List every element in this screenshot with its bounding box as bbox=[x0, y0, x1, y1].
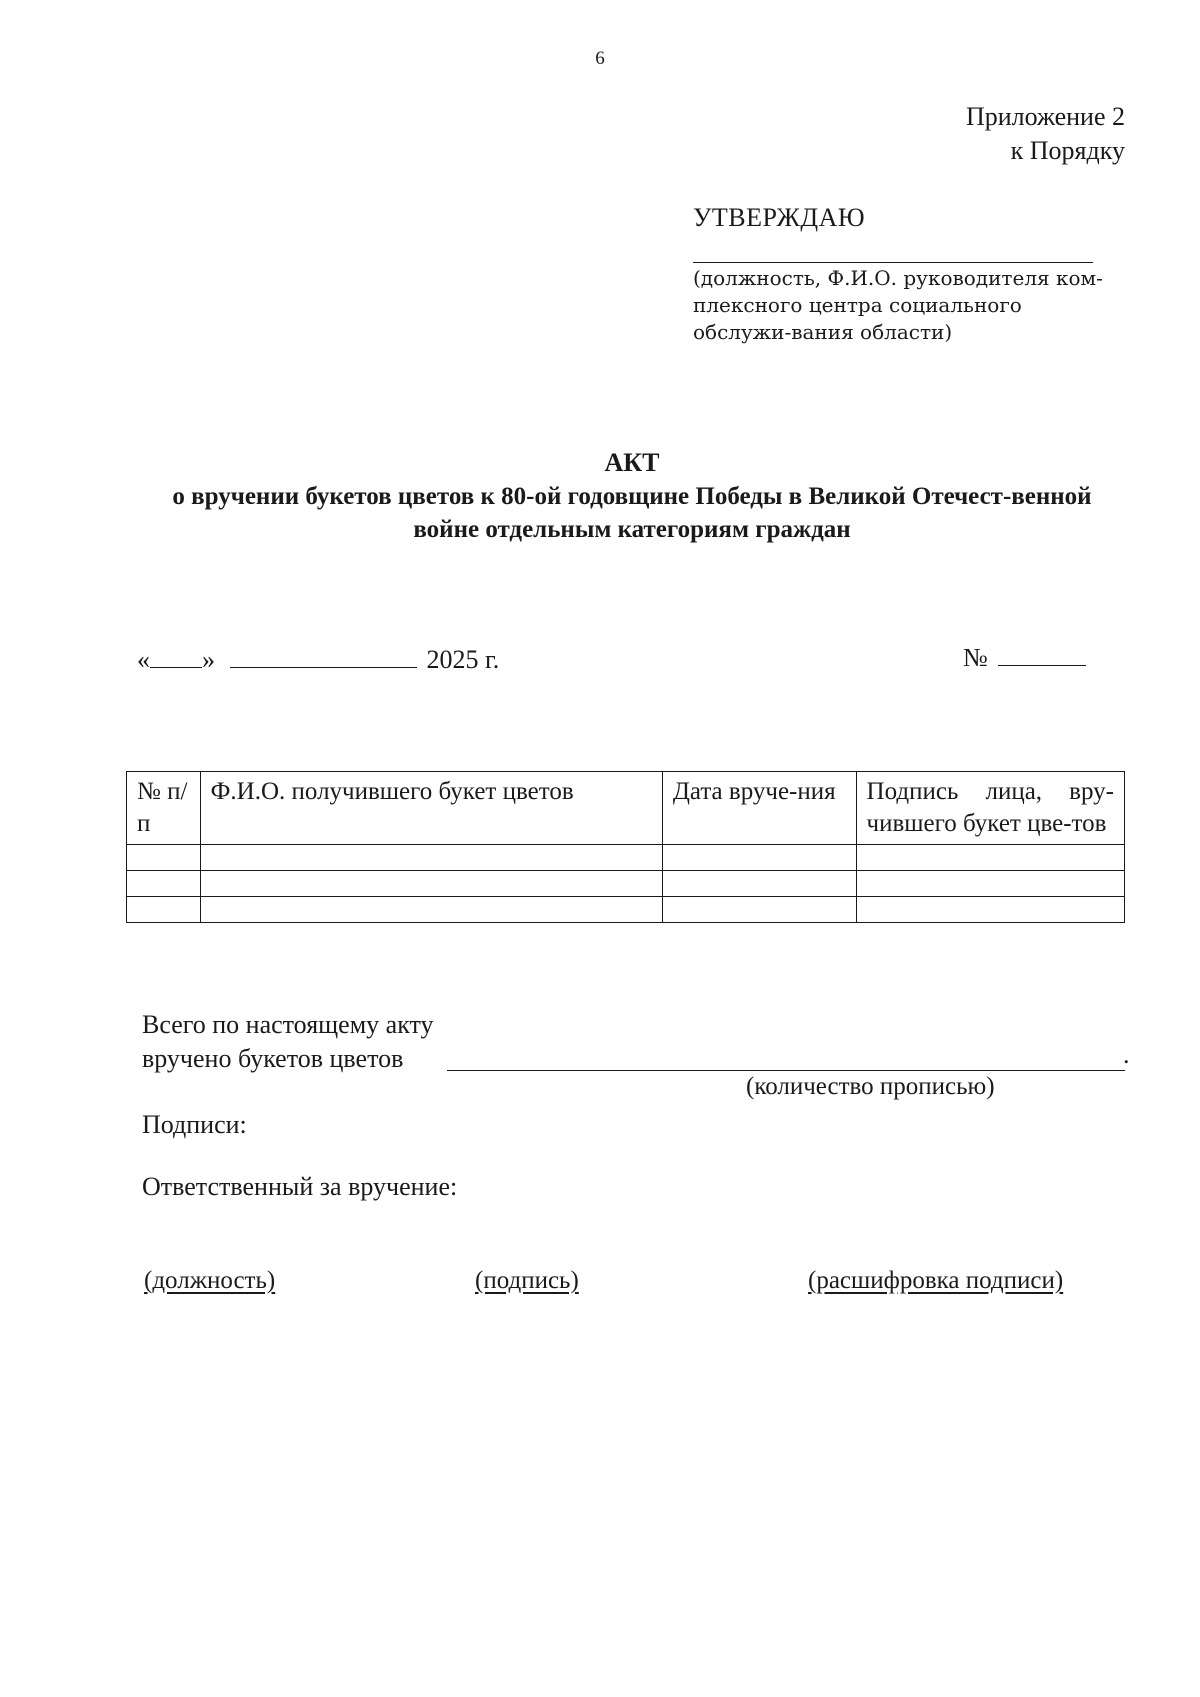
table-row bbox=[127, 871, 1125, 897]
table-cell bbox=[856, 897, 1124, 923]
total-end-mark: . bbox=[1123, 1040, 1130, 1069]
table-cell bbox=[127, 871, 201, 897]
signature-field: (подпись) bbox=[475, 1267, 579, 1294]
act-number-field bbox=[963, 643, 1086, 673]
table-cell bbox=[127, 897, 201, 923]
appendix-line-2: к Порядку bbox=[1010, 136, 1125, 165]
approval-signature-line bbox=[693, 262, 1093, 263]
table-cell bbox=[200, 897, 662, 923]
header-delivery-date: Дата вруче-ния bbox=[662, 772, 856, 845]
number-sign: № bbox=[963, 643, 988, 672]
header-recipient-name: Ф.И.О. получившего букет цветов bbox=[200, 772, 662, 845]
signature-decoding-field: (расшифровка подписи) bbox=[808, 1267, 1064, 1294]
close-quote: » bbox=[202, 645, 215, 674]
date-field bbox=[137, 645, 499, 675]
table-cell bbox=[662, 897, 856, 923]
table-cell bbox=[200, 871, 662, 897]
page-number: 6 bbox=[595, 48, 605, 69]
document-title: АКТ bbox=[604, 448, 660, 477]
table-row bbox=[127, 897, 1125, 923]
recipients-table bbox=[126, 771, 1125, 923]
header-row-number: № п/п bbox=[127, 772, 201, 845]
responsible-label: Ответственный за вручение: bbox=[142, 1172, 458, 1201]
quantity-caption: (количество прописью) bbox=[746, 1073, 995, 1100]
table-cell bbox=[200, 845, 662, 871]
header-deliverer-signature: Подпись лица, вру-чившего букет цве-тов bbox=[856, 772, 1124, 845]
total-quantity-blank bbox=[447, 1070, 1125, 1071]
table-row bbox=[127, 845, 1125, 871]
year-label: 2025 г. bbox=[426, 645, 500, 674]
document-subtitle: о вручении букетов цветов к 80-ой годовщине Победы в Великой Отечест-венной войне отдельным категориям граждан bbox=[172, 483, 1092, 543]
appendix-reference bbox=[966, 100, 1125, 168]
approval-caption: (должность, Ф.И.О. руководителя ком-плексного центра социального обслужи-вания области) bbox=[693, 266, 1103, 344]
signatures-label: Подписи: bbox=[142, 1110, 247, 1139]
total-line-1: Всего по настоящему акту bbox=[142, 1010, 434, 1039]
approval-heading: УТВЕРЖДАЮ bbox=[693, 203, 866, 232]
table-cell bbox=[127, 845, 201, 871]
position-field: (должность) bbox=[144, 1267, 276, 1294]
table-cell bbox=[856, 871, 1124, 897]
table-header-row bbox=[127, 772, 1125, 845]
open-quote: « bbox=[137, 645, 150, 674]
table-cell bbox=[662, 845, 856, 871]
table-cell bbox=[662, 871, 856, 897]
total-line-2: вручено букетов цветов bbox=[142, 1044, 404, 1073]
day-blank bbox=[150, 645, 202, 668]
table-cell bbox=[856, 845, 1124, 871]
month-blank bbox=[230, 645, 417, 668]
act-number-blank bbox=[998, 643, 1086, 666]
appendix-line-1: Приложение 2 bbox=[965, 102, 1125, 131]
